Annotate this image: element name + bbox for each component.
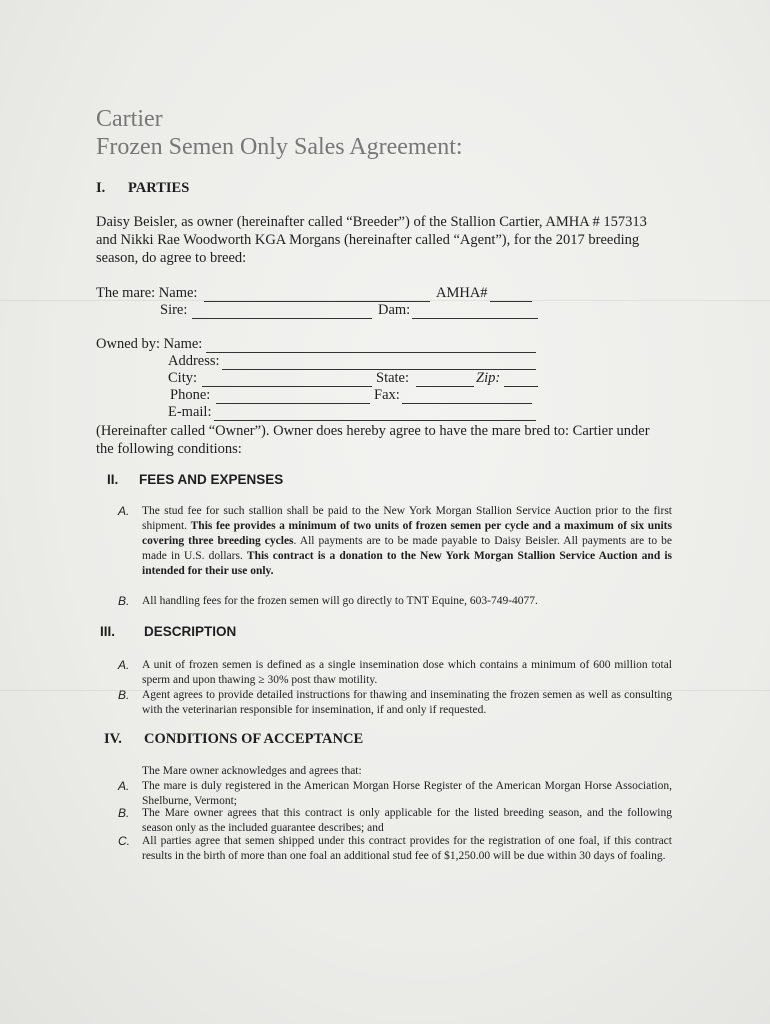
section-heading-parties <box>96 180 189 197</box>
section-number: II. <box>107 472 119 487</box>
dam-field[interactable] <box>412 317 538 319</box>
section-title: CONDITIONS OF ACCEPTANCE <box>144 731 364 747</box>
item-text: The stud fee for such stallion shall be paid to the New York Morgan Stallion Service Auction prior to the first shipment. <box>142 505 672 532</box>
item-text-bold: This fee provides a minimum of two units of frozen semen per cycle and a maximum of six units covering three breeding cycles <box>142 520 672 547</box>
item-text: All handling fees for the frozen semen will go directly to TNT Equine, 603-749-4077. <box>142 595 538 607</box>
conditions-item-c <box>118 834 672 864</box>
conditions-item-a <box>118 779 672 809</box>
conditions-intro: The Mare owner acknowledges and agrees that: <box>142 765 362 777</box>
item-marker: B. <box>118 688 130 702</box>
owner-name-field[interactable] <box>206 351 536 353</box>
fees-item-b <box>118 594 672 609</box>
fax-field[interactable] <box>402 402 532 404</box>
fax-label: Fax: <box>374 387 400 403</box>
phone-label: Phone: <box>170 387 211 403</box>
dam-label: Dam: <box>378 302 411 318</box>
item-text: The Mare owner agrees that this contract is only applicable for the listed breeding season, and the following season only as the included guarantee describes; and <box>142 807 672 834</box>
address-label: Address: <box>168 353 220 369</box>
item-text: Agent agrees to provide detailed instructions for thawing and inseminating the frozen semen as well as consulting with the veterinarian responsible for insemination, if and only if requested. <box>142 689 672 716</box>
email-field[interactable] <box>214 419 536 421</box>
city-label: City: <box>168 370 198 386</box>
zip-label: Zip: <box>476 370 501 386</box>
amha-label: AMHA# <box>436 285 488 301</box>
state-field[interactable] <box>416 385 474 387</box>
section-title: FEES AND EXPENSES <box>139 472 284 487</box>
item-text-bold: This contract is a donation to the New York Morgan Stallion Service Auction and is intended for their use only. <box>142 550 672 577</box>
item-marker: B. <box>118 806 130 820</box>
amha-field[interactable] <box>490 300 532 302</box>
zip-field[interactable] <box>504 385 538 387</box>
city-field[interactable] <box>202 385 372 387</box>
item-marker: C. <box>118 834 130 848</box>
section-number: III. <box>100 624 116 639</box>
document-title: Cartier <box>96 106 163 132</box>
conditions-item-b <box>118 806 672 836</box>
section-heading-description <box>100 624 236 639</box>
item-marker: A. <box>118 779 130 793</box>
owner-closing-paragraph: (Hereinafter called “Owner”). Owner does hereby agree to have the mare bred to: Cartier under the following conditions: <box>96 423 650 457</box>
item-marker: A. <box>118 658 130 672</box>
item-marker: A. <box>118 504 130 518</box>
sire-field[interactable] <box>192 317 372 319</box>
description-item-a <box>118 658 672 688</box>
mare-name-label: The mare: Name: <box>96 285 198 301</box>
item-text: A unit of frozen semen is defined as a single insemination dose which contains a minimum of 600 million total sperm and upon thawing ≥ 30% post thaw motility. <box>142 659 672 686</box>
item-text: The mare is duly registered in the American Morgan Horse Register of the American Morgan Horse Association, Shelburne, Vermont; <box>142 780 672 807</box>
document-subtitle: Frozen Semen Only Sales Agreement: <box>96 134 463 160</box>
section-number: IV. <box>104 731 122 747</box>
email-label: E-mail: <box>168 404 212 420</box>
item-text: . All payments are to be made payable to Daisy Beisler. All payments are to be made in U.S. dollars. <box>142 535 672 562</box>
item-marker: B. <box>118 594 130 608</box>
section-heading-conditions <box>104 731 363 748</box>
phone-field[interactable] <box>216 402 370 404</box>
sire-label: Sire: <box>160 302 188 318</box>
state-label: State: <box>376 370 410 386</box>
section-number: I. <box>96 180 106 196</box>
description-item-b <box>118 688 672 718</box>
fees-item-a <box>118 504 672 579</box>
section-heading-fees <box>107 472 283 487</box>
owner-name-label: Owned by: Name: <box>96 336 203 352</box>
item-text: All parties agree that semen shipped under this contract provides for the registration of one foal, if this contract results in the birth of more than one foal an additional stud fee of $1,250.00 will be due within 30 days of foaling. <box>142 835 672 862</box>
parties-paragraph: Daisy Beisler, as owner (hereinafter called “Breeder”) of the Stallion Cartier, AMHA # 157313 and Nikki Rae Woodworth KGA Morgans (hereinafter called “Agent”), for the 2017 breeding season, do agree to breed: <box>96 214 647 266</box>
section-title: PARTIES <box>128 180 190 196</box>
section-title: DESCRIPTION <box>144 624 237 639</box>
